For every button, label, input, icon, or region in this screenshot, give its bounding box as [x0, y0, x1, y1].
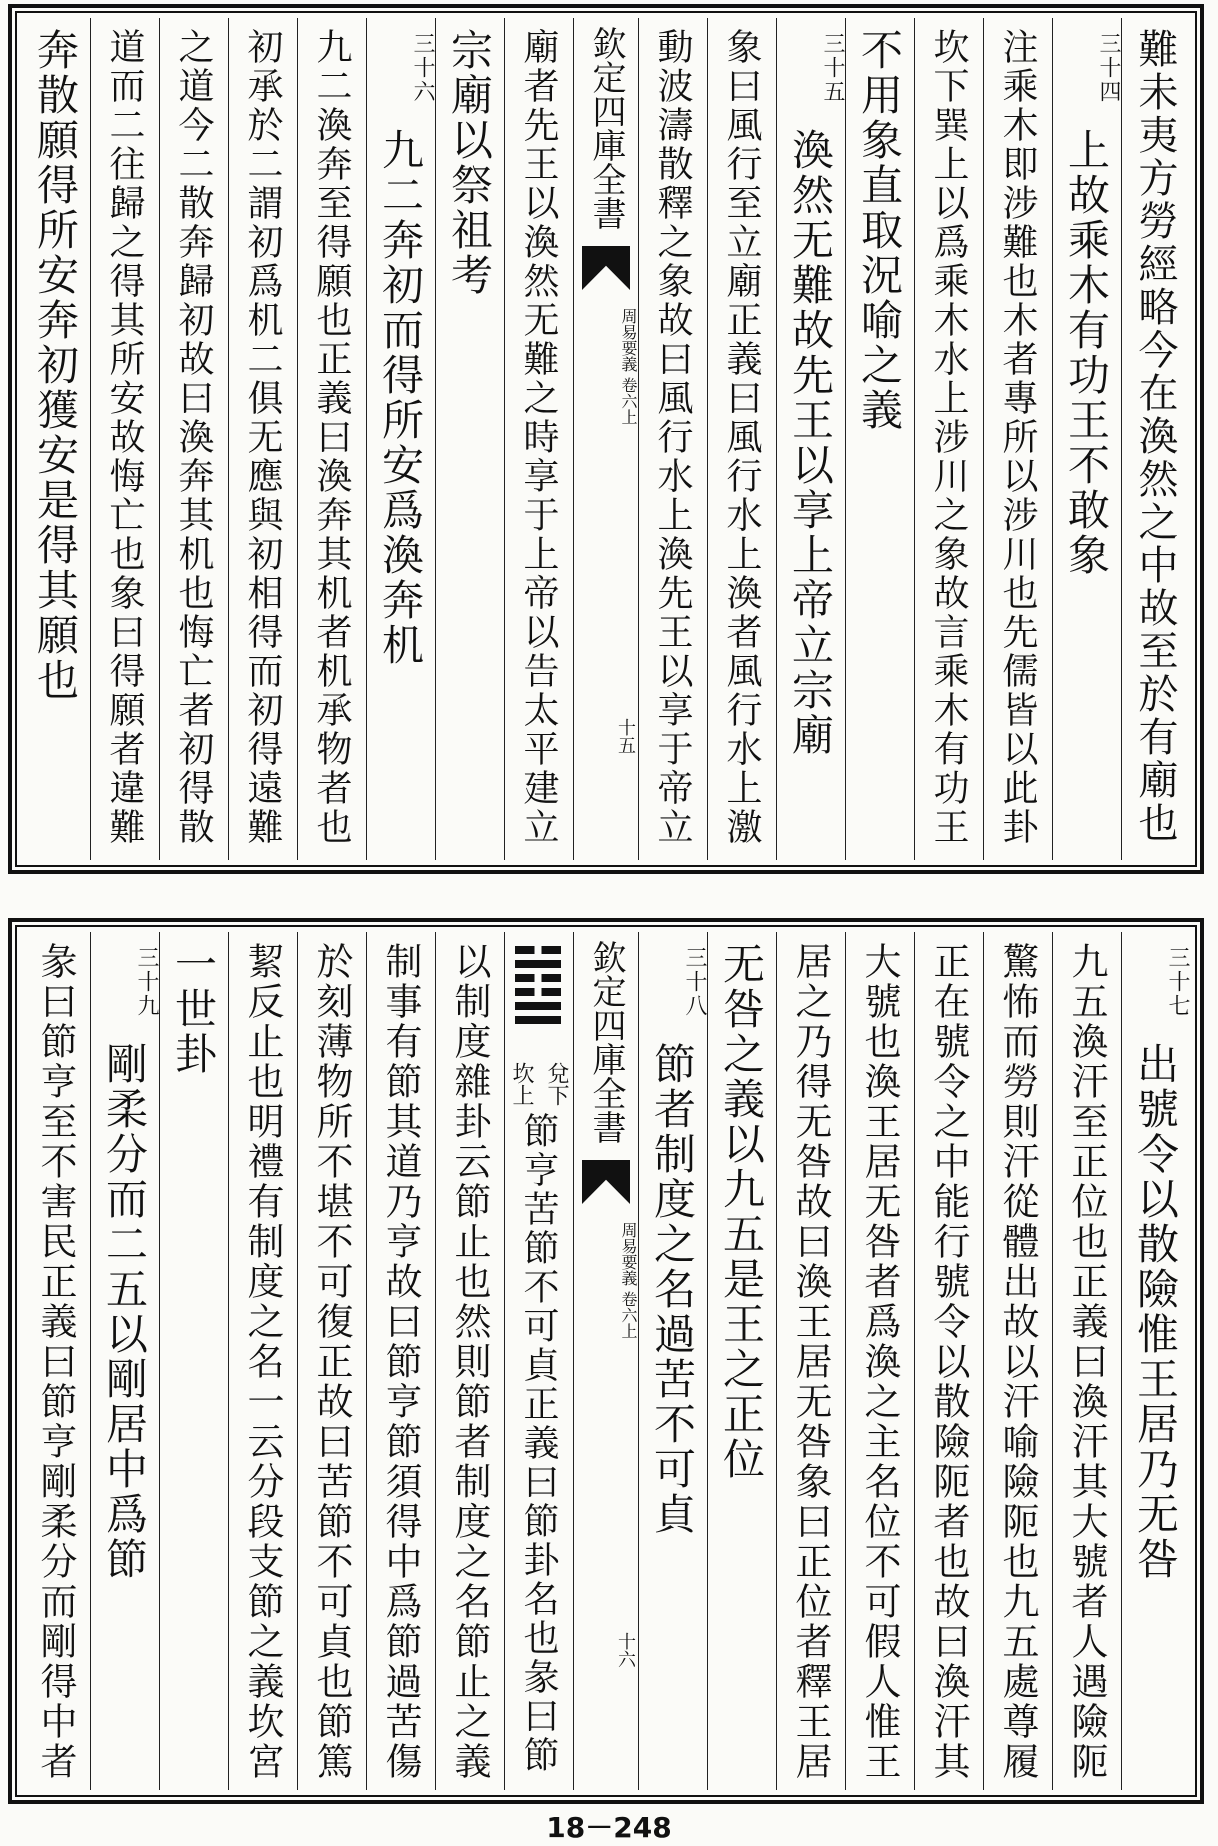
column-text: 注乘木即涉難也木者專所以涉川也先儒皆以此卦	[997, 28, 1038, 847]
top-page-frame	[8, 4, 1204, 874]
column-text: 无咎之義以九五是王之正位	[717, 942, 766, 1482]
column-text: 廟者先王以渙然无難之時享于上帝以告太平建立	[518, 28, 559, 847]
hexagram-line	[515, 946, 561, 954]
book-title-column	[573, 18, 638, 860]
hexagram-jie-icon	[515, 946, 561, 1030]
column-text: 九五渙汗至正位也正義曰渙汗其大號者人遇險阨	[1065, 942, 1108, 1782]
text-column	[297, 18, 366, 860]
text-column	[435, 932, 504, 1790]
column-text: 上故乘木有功王不敢象	[1062, 128, 1111, 578]
section-number: 三十七	[1165, 946, 1190, 1018]
hexagram-line	[515, 1016, 561, 1024]
column-text: 初承於二謂初爲机二俱无應與初相得而初得遠難	[242, 28, 283, 847]
column-text: 渙然无難故先王以享上帝立宗廟	[786, 128, 835, 758]
text-column	[1121, 18, 1190, 860]
bottom-page-columns	[22, 932, 1190, 1790]
text-column	[707, 18, 776, 860]
book-title: 欽定四庫全書	[586, 26, 626, 230]
text-column	[90, 18, 159, 860]
column-text: 坎下巽上以爲乘木水上涉川之象故言乘木有功王	[928, 28, 969, 847]
book-title: 欽定四庫全書	[586, 940, 626, 1144]
column-text: 動波濤散釋之象故曰風行水上渙先王以享于帝立	[652, 28, 693, 847]
text-column	[776, 18, 845, 860]
text-column	[90, 932, 159, 1790]
leaf-number: 十五	[615, 718, 636, 754]
column-text: 節者制度之名過苦不可貞	[648, 1042, 697, 1537]
bottom-page-frame	[8, 918, 1204, 1804]
book-title-column	[573, 932, 638, 1790]
section-number: 三十四	[1096, 32, 1121, 104]
book-subtitle: 周易要義 卷六上	[619, 308, 638, 426]
column-text: 制事有節其道乃亨故曰節亨節須得中爲節過苦傷	[379, 942, 422, 1782]
text-column	[1121, 932, 1190, 1790]
column-text: 九二渙奔至得願也正義曰渙奔其机者机承物者也	[311, 28, 352, 847]
column-text: 絜反止也明禮有制度之名一云分段支節之義坎宮	[241, 942, 284, 1782]
text-column	[914, 932, 983, 1790]
column-text: 道而二往歸之得其所安故悔亡也象曰得願者違難	[104, 28, 145, 847]
text-column	[366, 932, 435, 1790]
text-column	[435, 18, 504, 860]
column-text: 不用象直取況喻之義	[855, 28, 904, 433]
column-text: 居之乃得无咎故曰渙王居无咎象曰正位者釋王居	[789, 942, 832, 1782]
text-column	[159, 18, 228, 860]
book-subtitle: 周易要義 卷六上	[619, 1222, 638, 1340]
column-text: 節亨苦節不可貞正義曰節卦名也彖曰節	[518, 1112, 559, 1775]
column-text: 大號也渙王居无咎者爲渙之主名位不可假人惟王	[858, 942, 901, 1782]
hexagram-line	[515, 974, 561, 982]
column-text: 九二奔初而得所安爲渙奔机	[376, 128, 425, 668]
fishtail-mark	[582, 246, 630, 290]
text-column	[1052, 18, 1121, 860]
section-number: 三十六	[410, 32, 435, 104]
column-text: 一世卦	[169, 942, 218, 1077]
text-column	[914, 18, 983, 860]
column-text: 剛柔分而二五以剛居中爲節	[100, 1042, 149, 1582]
column-text: 彖曰節亨至不害民正義曰節亨剛柔分而剛得中者	[34, 942, 77, 1782]
text-column	[22, 18, 90, 860]
trigram-labels	[505, 1062, 573, 1106]
text-column	[228, 18, 297, 860]
text-column	[776, 932, 845, 1790]
column-text: 正在號令之中能行號令以散險阨者也故曰渙汗其	[927, 942, 970, 1782]
hexagram-line	[515, 960, 561, 968]
column-text: 奔散願得所安奔初獲安是得其願也	[31, 28, 80, 703]
text-column	[297, 932, 366, 1790]
hexagram-line	[515, 1002, 561, 1010]
text-column	[983, 18, 1052, 860]
text-column	[1052, 932, 1121, 1790]
text-column	[504, 932, 573, 1790]
column-text: 於刻薄物所不堪不可復正故曰苦節不可貞也節篤	[310, 942, 353, 1782]
trigram-lower: 兌下	[544, 1062, 569, 1106]
section-number: 三十五	[820, 32, 845, 104]
text-column	[504, 18, 573, 860]
column-text: 難未夷方勞經略今在渙然之中故至於有廟也	[1132, 28, 1178, 845]
page-number: 18－248	[546, 1811, 672, 1844]
column-text: 象曰風行至立廟正義曰風行水上渙者風行水上激	[721, 28, 762, 847]
text-column	[707, 932, 776, 1790]
text-column	[845, 18, 914, 860]
leaf-number: 十六	[615, 1632, 636, 1668]
text-column	[845, 932, 914, 1790]
section-number: 三十九	[134, 946, 159, 1018]
column-text: 宗廟以祭祖考	[445, 28, 494, 298]
text-column	[22, 932, 90, 1790]
column-text: 之道今二散奔歸初故曰渙奔其机也悔亡者初得散	[173, 28, 214, 847]
fishtail-mark	[582, 1160, 630, 1204]
column-text: 驚怖而勞則汗從體出故以汗喻險阨也九五處尊履	[996, 942, 1039, 1782]
hexagram-line	[515, 988, 561, 996]
text-column	[638, 932, 707, 1790]
trigram-upper: 坎上	[509, 1062, 534, 1106]
text-column	[228, 932, 297, 1790]
column-text: 以制度雜卦云節止也然則節者制度之名節止之義	[448, 942, 491, 1782]
top-page-columns	[22, 18, 1190, 860]
section-number: 三十八	[682, 946, 707, 1018]
column-text: 出號令以散險惟王居乃无咎	[1131, 1042, 1180, 1582]
text-column	[983, 932, 1052, 1790]
text-column	[366, 18, 435, 860]
text-column	[159, 932, 228, 1790]
text-column	[638, 18, 707, 860]
